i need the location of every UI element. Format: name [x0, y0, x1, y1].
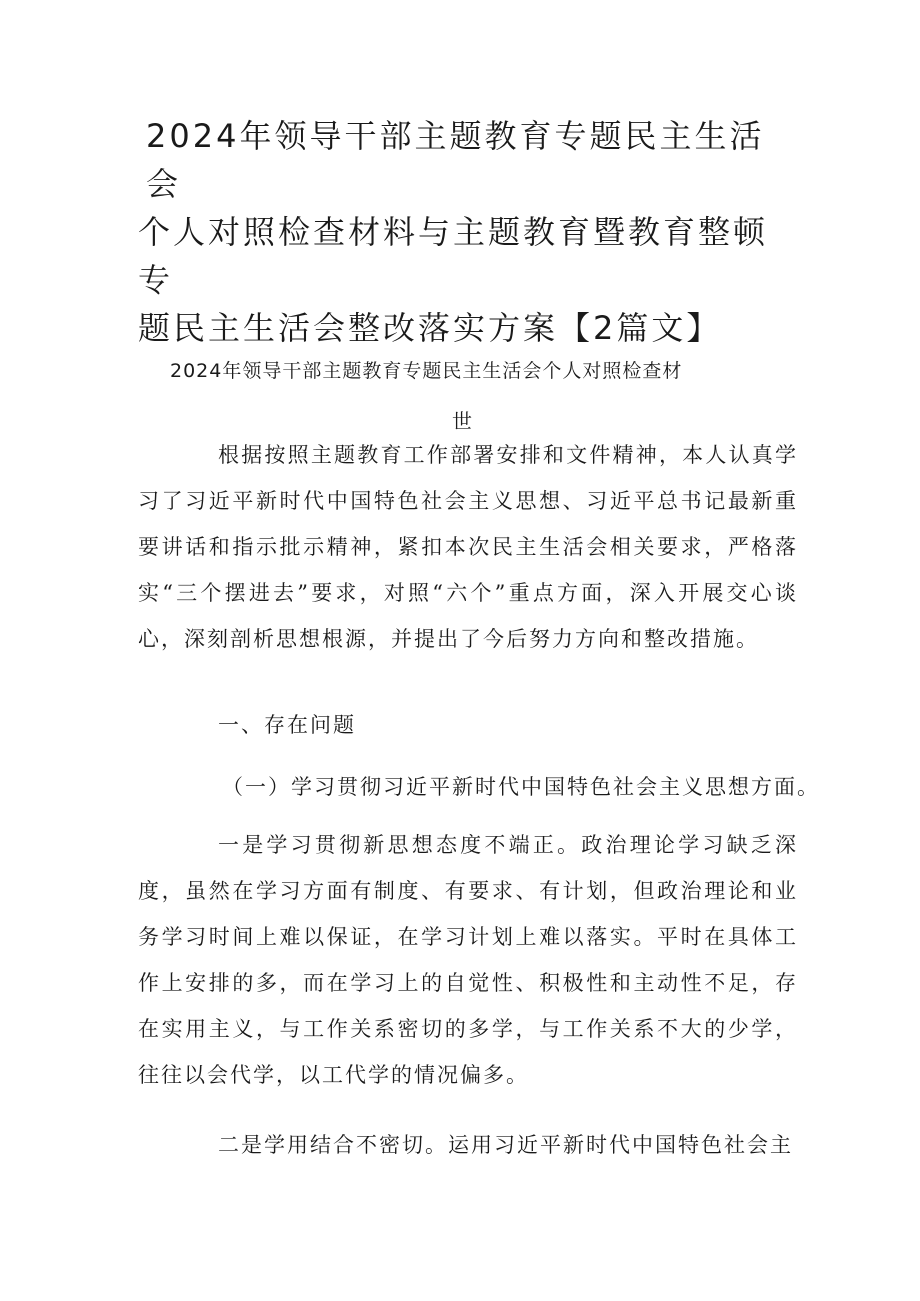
title-line-1: 2024年领导干部主题教育专题民主生活会	[146, 117, 765, 203]
subsection-heading-study: （一）学习贯彻习近平新时代中国特色社会主义思想方面。	[222, 775, 820, 799]
title-line-3: 题民主生活会整改落实方案【2篇文】	[138, 309, 722, 347]
section-heading-problems: 一、存在问题	[218, 713, 356, 737]
document-subtitle: 2024年领导干部主题教育专题民主生活会个人对照检查材	[170, 360, 683, 382]
document-title	[138, 112, 798, 352]
document-subtitle-continuation: 世	[452, 409, 472, 433]
body-paragraph-1: 一是学习贯彻新思想态度不端正。政治理论学习缺乏深度，虽然在学习方面有制度、有要求、有计划，但政治理论和业务学习时间上难以保证，在学习计划上难以落实。平时在具体工作上安排的多，而在学习上的自觉性、积极性和主动性不足，存在实用主义，与工作关系密切的多学，与工作关系不大的少学，往往以会代学，以工代学的情况偏多。	[138, 833, 798, 1087]
body-paragraph-2: 二是学用结合不密切。运用习近平新时代中国特色社会主	[218, 1133, 793, 1157]
intro-paragraph: 根据按照主题教育工作部署安排和文件精神，本人认真学习了习近平新时代中国特色社会主义思想、习近平总书记最新重要讲话和指示批示精神，紧扣本次民主生活会相关要求，严格落实“三个摆进去”要求，对照“六个”重点方面，深入开展交心谈心，深刻剖析思想根源，并提出了今后努力方向和整改措施。	[138, 443, 798, 651]
title-line-2: 个人对照检查材料与主题教育暨教育整顿专	[138, 213, 769, 299]
